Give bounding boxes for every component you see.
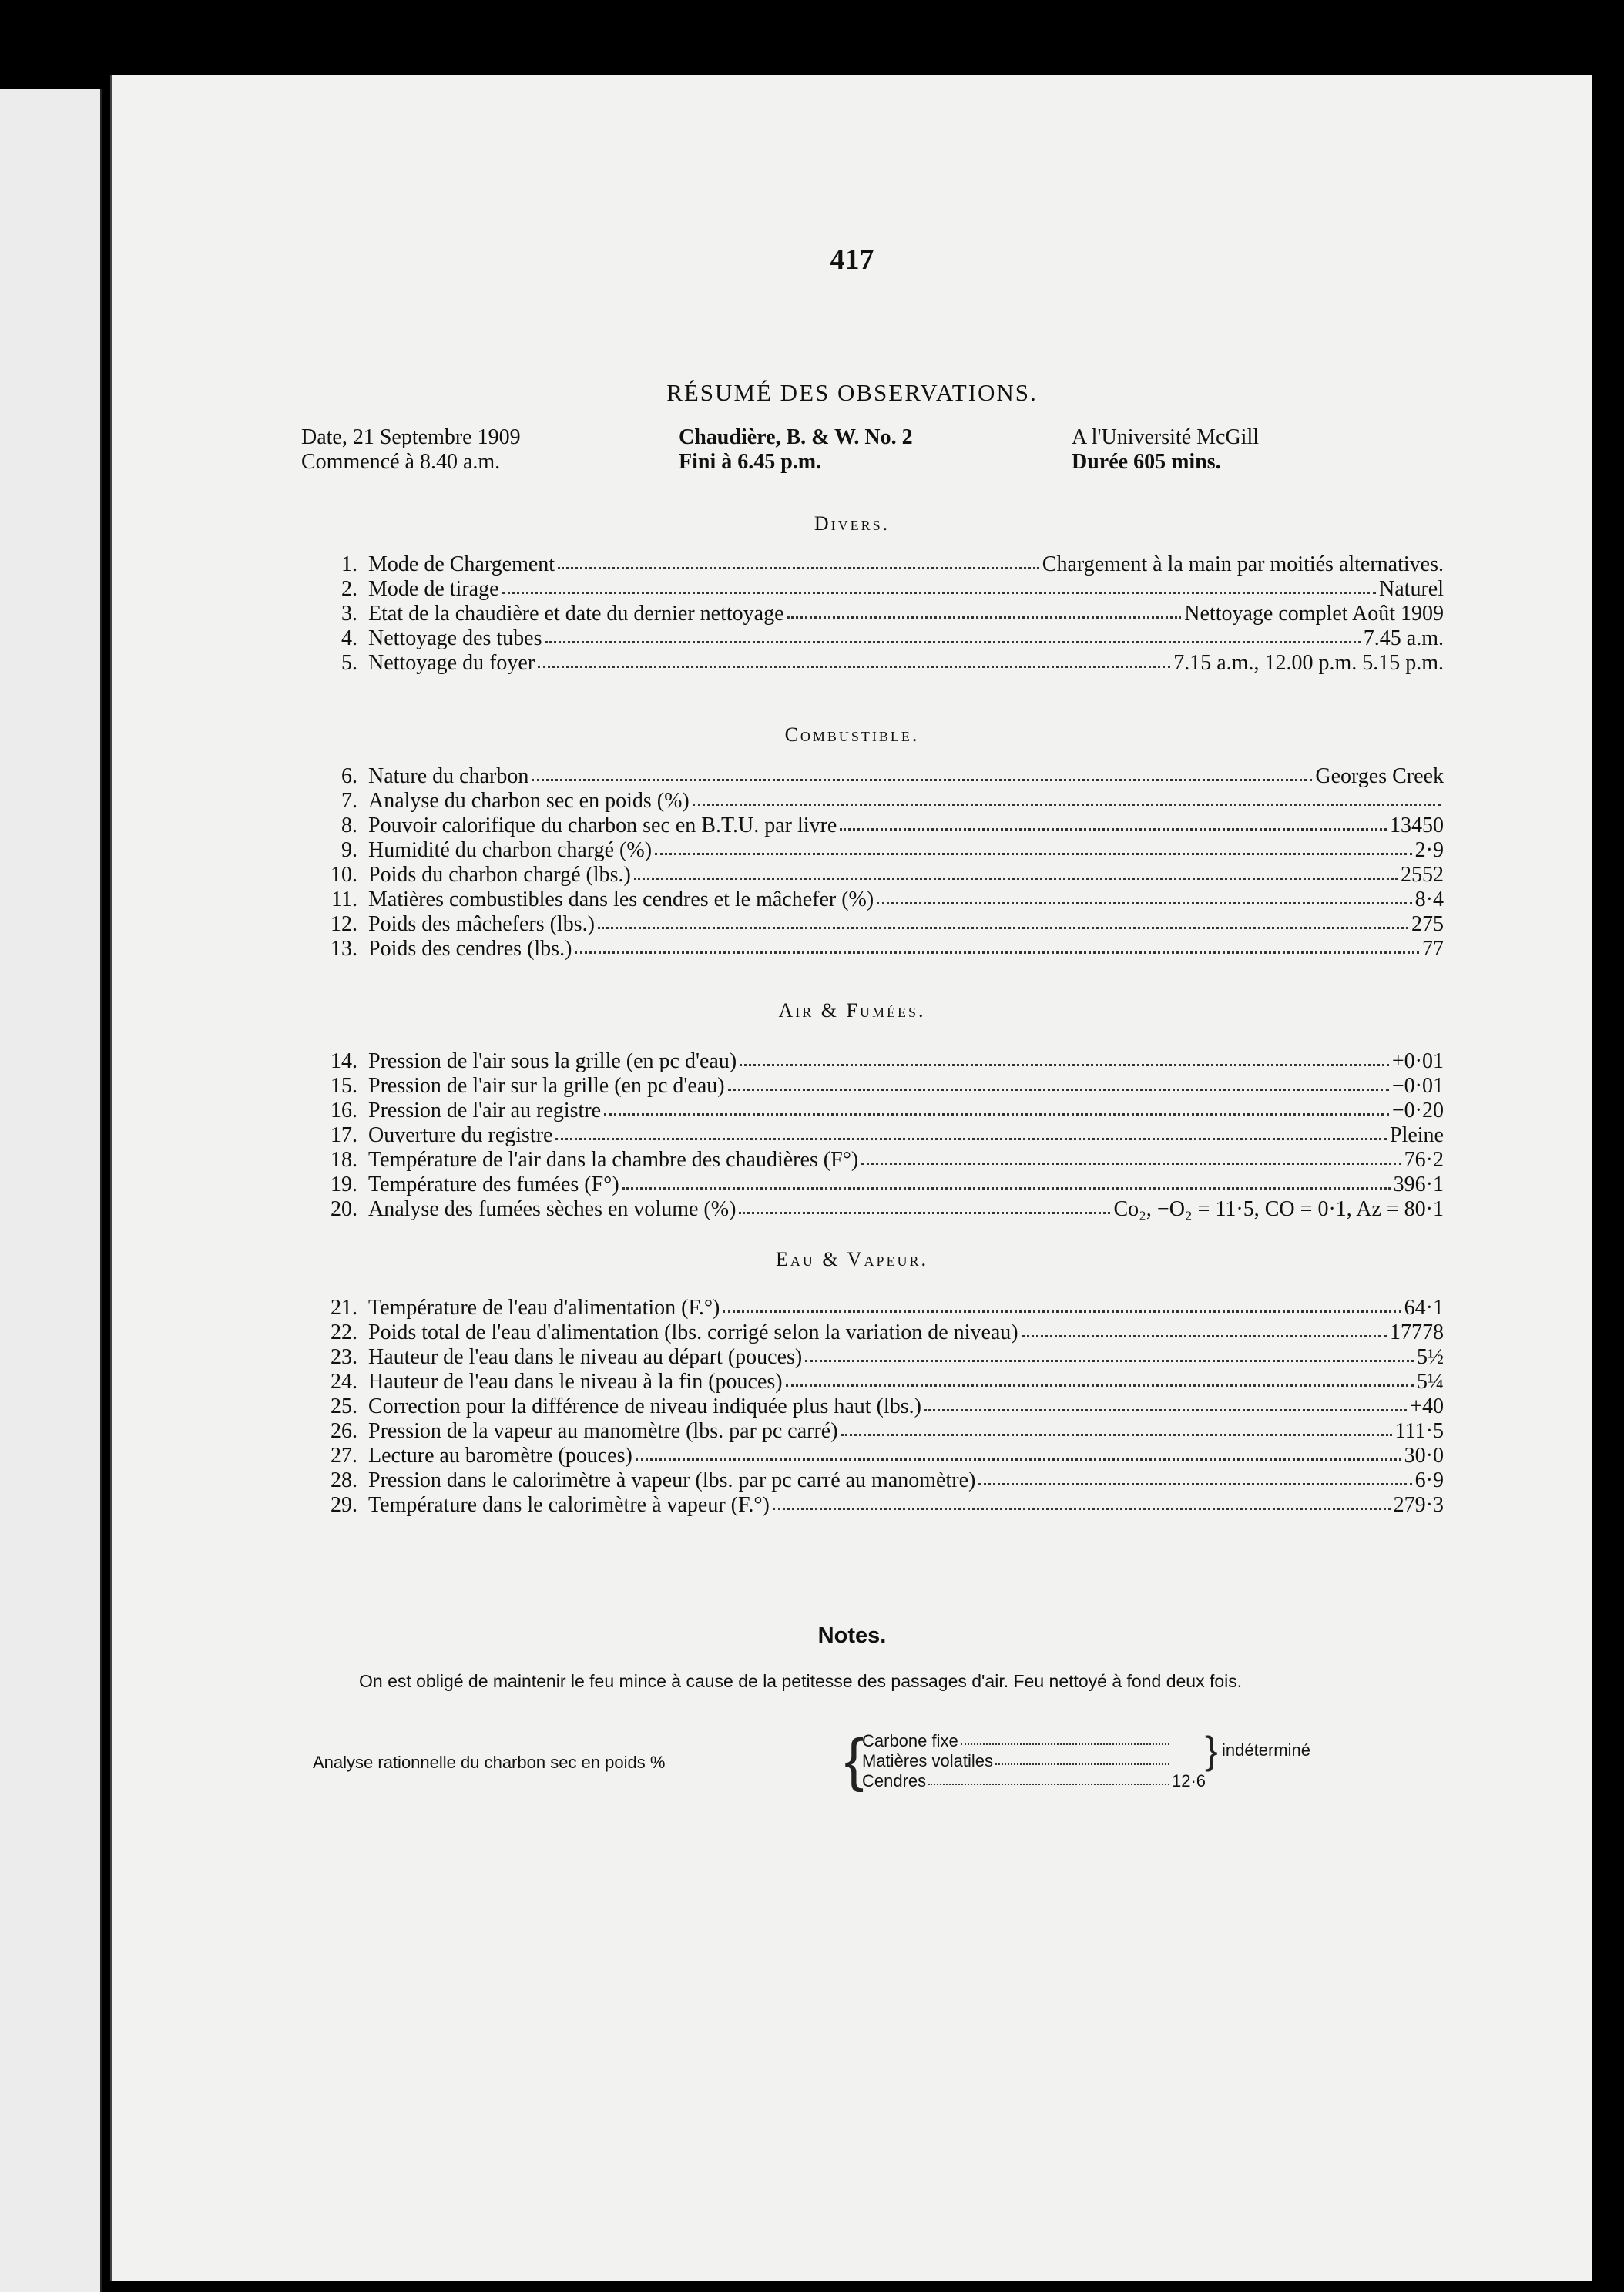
page-title: RÉSUMÉ DES OBSERVATIONS.	[666, 379, 1038, 406]
row-label: Pression de l'air au registre	[368, 1099, 602, 1123]
observation-row	[304, 1074, 1444, 1099]
row-number: 2.	[341, 577, 357, 601]
row-number: 25.	[331, 1394, 357, 1418]
row-label: Humidité du charbon chargé (%)	[368, 838, 653, 862]
dot-leader	[841, 1434, 1392, 1436]
analysis-item-label: Cendres	[862, 1771, 927, 1790]
dot-leader	[961, 1743, 1169, 1745]
dot-leader	[502, 592, 1377, 594]
row-label: Pouvoir calorifique du charbon sec en B.T.U. par livre	[368, 814, 837, 837]
row-number: 7.	[341, 789, 357, 813]
row-value: −0·20	[1391, 1099, 1444, 1123]
dot-leader	[575, 951, 1419, 954]
row-label: Pression dans le calorimètre à vapeur (lbs. par pc carré au manomètre)	[368, 1468, 976, 1492]
document-page	[110, 75, 1592, 2281]
dot-leader	[773, 1508, 1391, 1510]
dot-leader	[978, 1483, 1411, 1485]
row-value: 111·5	[1394, 1419, 1444, 1443]
observation-row	[304, 602, 1444, 626]
observation-row	[304, 1321, 1444, 1345]
row-number: 10.	[331, 863, 357, 887]
row-label: Analyse des fumées sèches en volume (%)	[368, 1197, 737, 1221]
row-value: 279·3	[1393, 1493, 1444, 1517]
observation-row	[304, 1296, 1444, 1321]
row-number: 6.	[341, 764, 357, 788]
observation-row	[304, 1419, 1444, 1444]
row-label: Lecture au baromètre (pouces)	[368, 1444, 632, 1468]
analysis-item	[862, 1751, 1209, 1771]
right-brace: }	[1205, 1729, 1218, 1772]
observation-row	[304, 912, 1444, 937]
dot-leader	[924, 1409, 1407, 1411]
observation-row	[304, 838, 1444, 863]
row-value: 13450	[1390, 814, 1444, 837]
row-value: Chargement à la main par moitiés alternatives.	[1042, 552, 1444, 576]
row-label: Poids du charbon chargé (lbs.)	[368, 863, 631, 887]
row-number: 24.	[331, 1370, 357, 1394]
row-label: Nettoyage du foyer	[368, 651, 535, 675]
observation-row	[304, 651, 1444, 676]
observation-row	[304, 577, 1444, 602]
row-label: Température dans le calorimètre à vapeur (F.°)	[368, 1493, 770, 1517]
dot-leader	[1022, 1335, 1387, 1337]
row-value: Nettoyage complet Août 1909	[1184, 602, 1444, 626]
analysis-item	[862, 1731, 1209, 1751]
dot-leader	[538, 666, 1170, 668]
row-number: 22.	[331, 1321, 357, 1344]
meta-end: Fini à 6.45 p.m.	[679, 450, 822, 474]
meta-date-column	[301, 425, 521, 475]
row-label: Mode de tirage	[368, 577, 499, 601]
row-value: 5½	[1417, 1345, 1444, 1369]
page-number: 417	[830, 243, 874, 276]
observation-row	[304, 1148, 1444, 1173]
dot-leader	[740, 1064, 1389, 1066]
dot-leader	[739, 1212, 1110, 1214]
row-value: 77	[1422, 937, 1444, 961]
row-number: 4.	[341, 626, 357, 650]
section-eau	[304, 1296, 1444, 1518]
row-label: Hauteur de l'eau dans le niveau à la fin (pouces)	[368, 1370, 783, 1394]
observation-row	[304, 1394, 1444, 1419]
row-label: Hauteur de l'eau dans le niveau au départ (pouces)	[368, 1345, 803, 1369]
dot-leader	[634, 878, 1398, 880]
dot-leader	[545, 641, 1361, 643]
row-value: 17778	[1390, 1321, 1444, 1344]
row-value: 5¼	[1417, 1370, 1444, 1394]
observation-row	[304, 863, 1444, 888]
dot-leader	[622, 1187, 1391, 1190]
analysis-item-label: Carbone fixe	[862, 1731, 958, 1750]
row-label: Poids des mâchefers (lbs.)	[368, 912, 595, 936]
section-air	[304, 1049, 1444, 1222]
facing-page-edge	[0, 89, 102, 2292]
analysis-items	[862, 1731, 1209, 1791]
observation-row	[304, 888, 1444, 912]
observation-row	[304, 552, 1444, 577]
meta-boiler: Chaudière, B. & W. No. 2	[679, 425, 913, 449]
row-label: Pression de la vapeur au manomètre (lbs. par pc carré)	[368, 1419, 838, 1443]
meta-duration: Durée 605 mins.	[1072, 450, 1221, 474]
row-label: Correction pour la différence de niveau indiquée plus haut (lbs.)	[368, 1394, 921, 1418]
row-number: 19.	[331, 1173, 357, 1196]
row-number: 29.	[331, 1493, 357, 1517]
row-number: 13.	[331, 937, 357, 961]
dot-leader	[558, 567, 1039, 569]
observation-row	[304, 1049, 1444, 1074]
section-divers	[304, 552, 1444, 676]
row-label: Température de l'air dans la chambre des chaudières (F°)	[368, 1148, 859, 1172]
row-number: 12.	[331, 912, 357, 936]
section-title-air: Air & Fumées.	[778, 999, 926, 1022]
analysis-label: Analyse rationnelle du charbon sec en poids %	[313, 1753, 666, 1772]
section-title-combustible: Combustible.	[784, 723, 920, 746]
row-number: 5.	[341, 651, 357, 675]
row-label: Poids des cendres (lbs.)	[368, 937, 572, 961]
row-number: 16.	[331, 1099, 357, 1123]
row-value: 30·0	[1404, 1444, 1444, 1468]
observation-row	[304, 814, 1444, 838]
dot-leader	[805, 1360, 1414, 1362]
row-value: 64·1	[1404, 1296, 1444, 1320]
row-value: +40	[1410, 1394, 1444, 1418]
dot-leader	[636, 1458, 1401, 1461]
row-value: −0·01	[1391, 1074, 1444, 1098]
row-number: 23.	[331, 1345, 357, 1369]
row-number: 1.	[341, 552, 357, 576]
notes-text: On est obligé de maintenir le feu mince à cause de la petitesse des passages d'air. Feu nettoyé à fond deux fois.	[359, 1671, 1243, 1691]
row-number: 20.	[331, 1197, 357, 1221]
dot-leader	[787, 616, 1182, 619]
row-label: Température des fumées (F°)	[368, 1173, 619, 1196]
row-label: Poids total de l'eau d'alimentation (lbs. corrigé selon la variation de niveau)	[368, 1321, 1018, 1344]
row-value: 396·1	[1393, 1173, 1444, 1196]
left-brace: {	[844, 1727, 864, 1793]
row-value: Pleine	[1390, 1123, 1444, 1147]
row-label: Nettoyage des tubes	[368, 626, 542, 650]
row-number: 11.	[331, 888, 357, 911]
dot-leader	[861, 1163, 1401, 1165]
row-number: 28.	[331, 1468, 357, 1492]
row-value: 275	[1411, 912, 1444, 936]
meta-date: Date, 21 Septembre 1909	[301, 425, 521, 449]
row-label: Ouverture du registre	[368, 1123, 553, 1147]
observation-row	[304, 789, 1444, 814]
row-value: 7.45 a.m.	[1363, 626, 1444, 650]
row-value: 2552	[1401, 863, 1444, 887]
row-value: +0·01	[1391, 1049, 1444, 1073]
section-title-divers: Divers.	[814, 512, 891, 535]
row-number: 14.	[331, 1049, 357, 1073]
row-value: Georges Creek	[1315, 764, 1444, 788]
row-label: Matières combustibles dans les cendres et le mâchefer (%)	[368, 888, 874, 911]
row-number: 26.	[331, 1419, 357, 1443]
rational-analysis	[313, 1727, 1314, 1799]
analysis-item-label: Matières volatiles	[862, 1751, 993, 1770]
row-number: 17.	[331, 1123, 357, 1147]
observation-row	[304, 1468, 1444, 1493]
analysis-item-value: 12·6	[1172, 1771, 1206, 1790]
dot-leader	[723, 1310, 1401, 1313]
observation-row	[304, 1345, 1444, 1370]
observation-row	[304, 1493, 1444, 1518]
row-label: Etat de la chaudière et date du dernier nettoyage	[368, 602, 784, 626]
dot-leader	[604, 1113, 1389, 1116]
row-value: Naturel	[1379, 577, 1444, 601]
observation-row	[304, 1370, 1444, 1394]
row-label: Mode de Chargement	[368, 552, 555, 576]
meta-location-column	[1072, 425, 1259, 475]
dot-leader	[786, 1384, 1414, 1387]
observation-row	[304, 626, 1444, 651]
row-number: 9.	[341, 838, 357, 862]
row-value: 76·2	[1404, 1148, 1444, 1172]
meta-start: Commencé à 8.40 a.m.	[301, 450, 501, 474]
row-label: Pression de l'air sur la grille (en pc d'eau)	[368, 1074, 725, 1098]
dot-leader	[928, 1784, 1169, 1785]
observation-row	[304, 1123, 1444, 1148]
dot-leader	[995, 1763, 1169, 1765]
row-label: Température de l'eau d'alimentation (F.°)	[368, 1296, 720, 1320]
dot-leader	[693, 804, 1441, 806]
meta-university: A l'Université McGill	[1072, 425, 1260, 449]
observation-row	[304, 1173, 1444, 1197]
row-value: 6·9	[1414, 1468, 1444, 1492]
notes-title: Notes.	[817, 1623, 887, 1648]
dot-leader	[532, 779, 1312, 781]
row-value: Co₂, −O₂ = 11·5, CO = 0·1, Az = 80·1	[1113, 1197, 1444, 1221]
observation-row	[304, 1197, 1444, 1222]
meta-boiler-column	[679, 425, 913, 475]
row-number: 3.	[341, 602, 357, 626]
row-number: 27.	[331, 1444, 357, 1468]
section-combustible	[304, 764, 1444, 961]
dot-leader	[877, 902, 1411, 904]
row-number: 8.	[341, 814, 357, 837]
row-value: 7.15 a.m., 12.00 p.m. 5.15 p.m.	[1173, 651, 1444, 675]
observation-row	[304, 937, 1444, 961]
row-number: 18.	[331, 1148, 357, 1172]
row-value: 2·9	[1414, 838, 1444, 862]
dot-leader	[555, 1138, 1387, 1140]
row-value: 8·4	[1414, 888, 1444, 911]
observation-row	[304, 1444, 1444, 1468]
section-title-eau: Eau & Vapeur.	[776, 1248, 928, 1270]
dot-leader	[728, 1089, 1389, 1091]
dot-leader	[655, 853, 1412, 855]
row-label: Analyse du charbon sec en poids (%)	[368, 789, 690, 813]
dot-leader	[840, 828, 1387, 831]
observation-row	[304, 764, 1444, 789]
row-number: 21.	[331, 1296, 357, 1320]
dot-leader	[598, 927, 1408, 929]
row-label: Nature du charbon	[368, 764, 529, 788]
analysis-indetermine: indéterminé	[1222, 1740, 1310, 1760]
analysis-item	[862, 1771, 1209, 1791]
observation-row	[304, 1099, 1444, 1123]
row-number: 15.	[331, 1074, 357, 1098]
row-label: Pression de l'air sous la grille (en pc d'eau)	[368, 1049, 737, 1073]
